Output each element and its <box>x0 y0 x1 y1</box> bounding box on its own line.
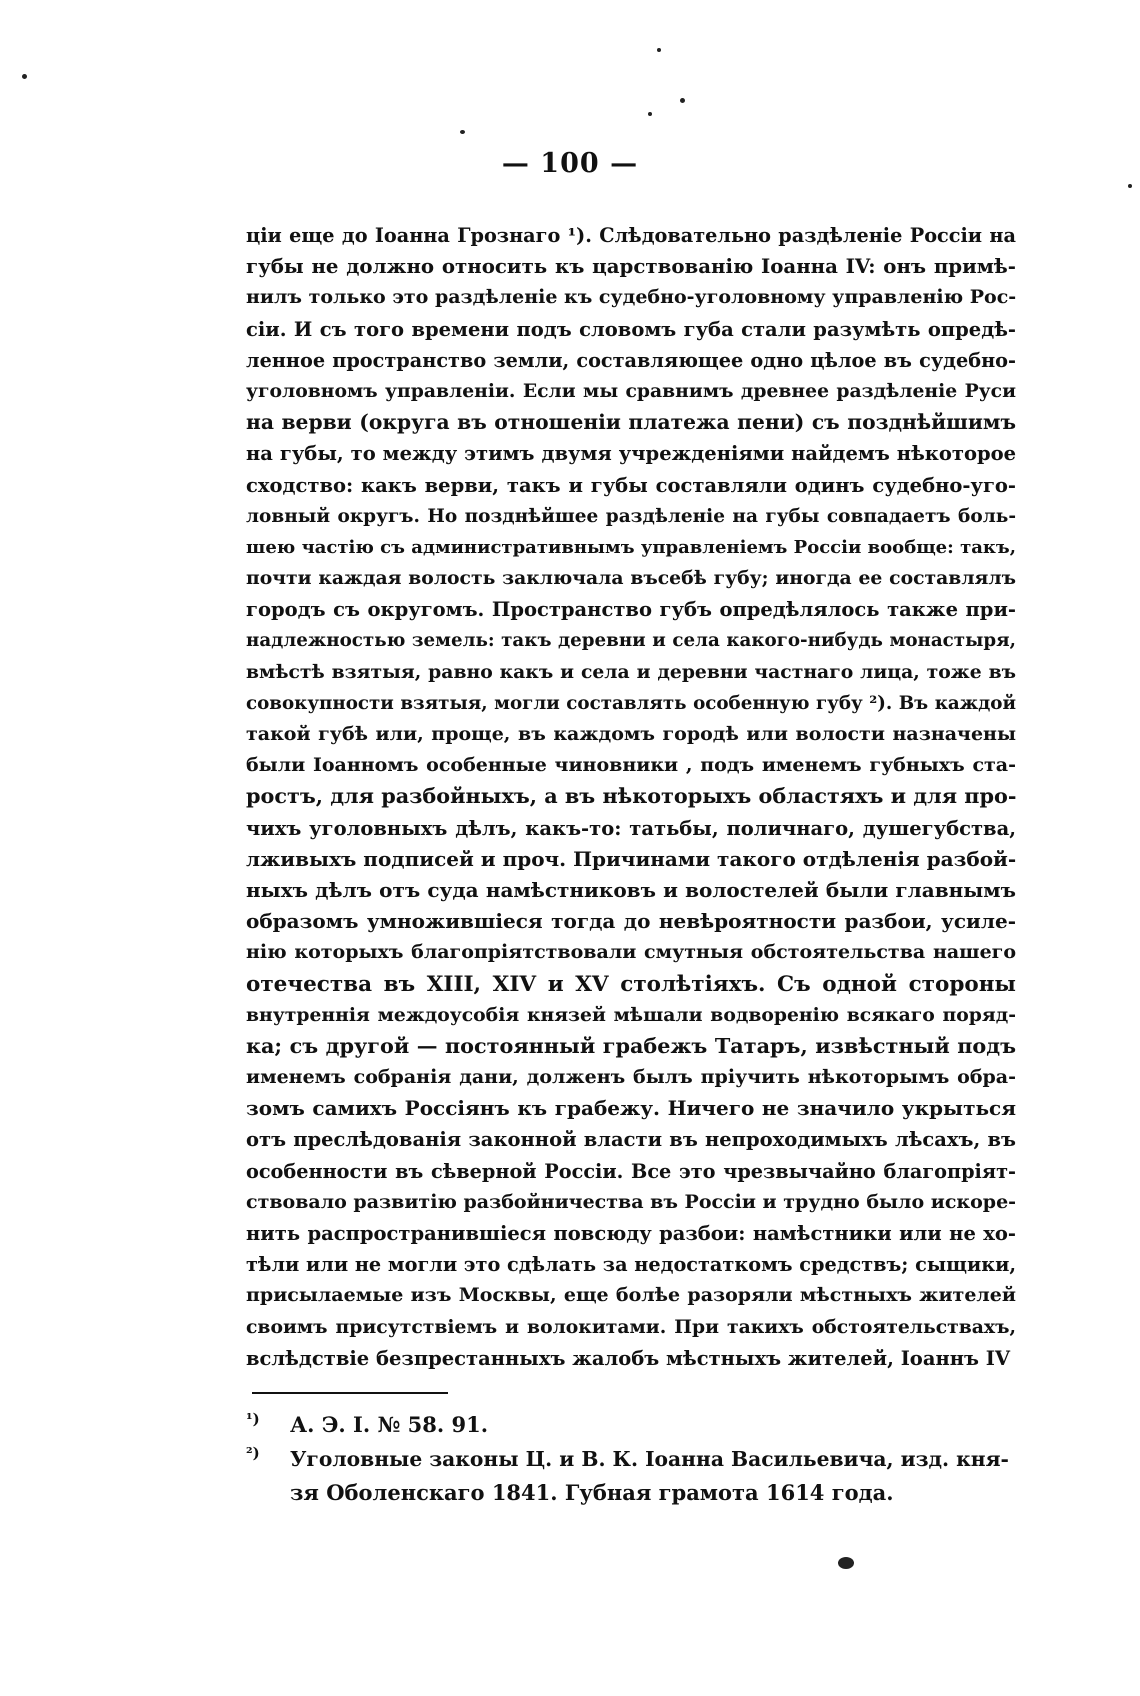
text-line: нилъ только это раздѣленіе къ судебно-уголовному управленію Рос- <box>246 286 1016 309</box>
text-line: ленное пространство земли, составляющее одно цѣлое въ судебно- <box>246 348 1016 372</box>
footnote <box>246 1408 1016 1442</box>
text-line: образомъ умножившіеся тогда до невѣроятности разбои, усиле- <box>246 909 1016 934</box>
body-text <box>246 220 1016 1374</box>
text-line: особенности въ сѣверной Россіи. Все это чрезвычайно благопріят- <box>246 1159 1016 1183</box>
text-line: сіи. И съ того времени подъ словомъ губа стали разумѣть опредѣ- <box>246 317 1016 341</box>
text-line: нить распространившіеся повсюду разбои: намѣстники или не хо- <box>246 1222 1016 1245</box>
footnote-text: А. Э. І. № 58. 91. <box>290 1412 489 1437</box>
text-line: отечества въ XIII, XIV и XV столѣтіяхъ. Съ одной стороны <box>246 971 1016 997</box>
footnote-text: зя Оболенскаго 1841. Губная грамота 1614 года. <box>290 1480 894 1505</box>
text-line: ствовало развитію разбойничества въ Россіи и трудно было искоре- <box>246 1190 1016 1213</box>
text-line: уголовномъ управленіи. Если мы сравнимъ древнее раздѣленіе Руси <box>246 379 1016 402</box>
text-line: шею частію съ административнымъ управленіемъ Россіи вообще: такъ, <box>246 536 1016 558</box>
text-line: отъ преслѣдованія законной власти въ непроходимыхъ лѣсахъ, въ <box>246 1128 1016 1152</box>
footnote-text: Уголовные законы Ц. и В. К. Іоанна Васильевича, изд. кня- <box>290 1447 1009 1471</box>
text-line: зомъ самихъ Россіянъ къ грабежу. Ничего не значило укрыться <box>246 1096 1016 1121</box>
scan-speck <box>460 130 465 134</box>
text-line: ныхъ дѣлъ отъ суда намѣстниковъ и волостелей были главнымъ <box>246 877 1016 902</box>
text-line: чихъ уголовныхъ дѣлъ, какъ-то: татьбы, поличнаго, душегубства, <box>246 816 1016 840</box>
text-line: внутреннія междоусобія князей мѣшали водворенію всякаго поряд- <box>246 1003 1016 1026</box>
footnote-mark: ²) <box>246 1444 260 1462</box>
page-number: — 100 — <box>501 148 639 179</box>
text-line: городъ съ округомъ. Пространство губъ опредѣлялось также при- <box>246 598 1016 622</box>
scan-speck <box>680 98 685 103</box>
text-line: вмѣстѣ взятыя, равно какъ и села и деревни частнаго лица, тоже въ <box>246 660 1016 683</box>
footnote <box>246 1442 1016 1510</box>
text-line: такой губѣ или, проще, въ каждомъ городѣ или волости назначены <box>246 723 1016 745</box>
text-line: на губы, то между этимъ двумя учрежденіями найдемъ нѣкоторое <box>246 442 1016 466</box>
text-line: нію которыхъ благопріятствовали смутныя обстоятельства нашего <box>246 941 1016 964</box>
text-line: тѣли или не могли это сдѣлать за недостаткомъ средствъ; сыщики, <box>246 1253 1016 1277</box>
footnote-separator <box>252 1392 448 1394</box>
text-line: ціи еще до Іоанна Грознаго ¹). Слѣдовательно раздѣленіе Россіи на <box>246 224 1016 247</box>
scan-speck <box>838 1557 854 1569</box>
scan-speck <box>657 48 661 52</box>
text-line: ростъ, для разбойныхъ, а въ нѣкоторыхъ областяхъ и для про- <box>246 784 1016 809</box>
text-line: совокупности взятыя, могли составлять особенную губу ²). Въ каждой <box>246 692 1016 714</box>
scan-speck <box>22 74 27 79</box>
text-line: присылаемые изъ Москвы, еще болѣе разоряли мѣстныхъ жителей <box>246 1284 1016 1307</box>
scan-speck <box>648 112 652 116</box>
text-line: сходство: какъ верви, такъ и губы составляли одинъ судебно-уго- <box>246 473 1016 497</box>
text-line: ка; съ другой — постоянный грабежъ Татаръ, извѣстный подъ <box>246 1033 1016 1058</box>
text-line: лживыхъ подписей и проч. Причинами такого отдѣленія разбой- <box>246 846 1016 871</box>
text-line: были Іоанномъ особенные чиновники , подъ именемъ губныхъ ста- <box>246 754 1016 777</box>
text-line: ловный округъ. Но позднѣйшее раздѣленіе на губы совпадаетъ боль- <box>246 505 1016 527</box>
text-line: вслѣдствіе безпрестанныхъ жалобъ мѣстныхъ жителей, Іоаннъ IV <box>246 1346 1010 1370</box>
text-line: почти каждая волость заключала въсебѣ губу; иногда ее составлялъ <box>246 567 1016 590</box>
text-line: губы не должно относить къ царствованію Іоанна IV: онъ примѣ- <box>246 254 1016 279</box>
footnote-mark: ¹) <box>246 1410 260 1428</box>
text-line: своимъ присутствіемъ и волокитами. При такихъ обстоятельствахъ, <box>246 1315 1016 1338</box>
text-line: именемъ собранія дани, долженъ былъ пріучить нѣкоторымъ обра- <box>246 1066 1016 1089</box>
footnotes <box>246 1408 1016 1510</box>
text-line: на верви (округа въ отношеніи платежа пени) съ позднѣйшимъ <box>246 410 1016 435</box>
text-line: надлежностью земель: такъ деревни и села какого-нибудь монастыря, <box>246 630 1016 652</box>
scan-speck <box>1128 184 1132 188</box>
